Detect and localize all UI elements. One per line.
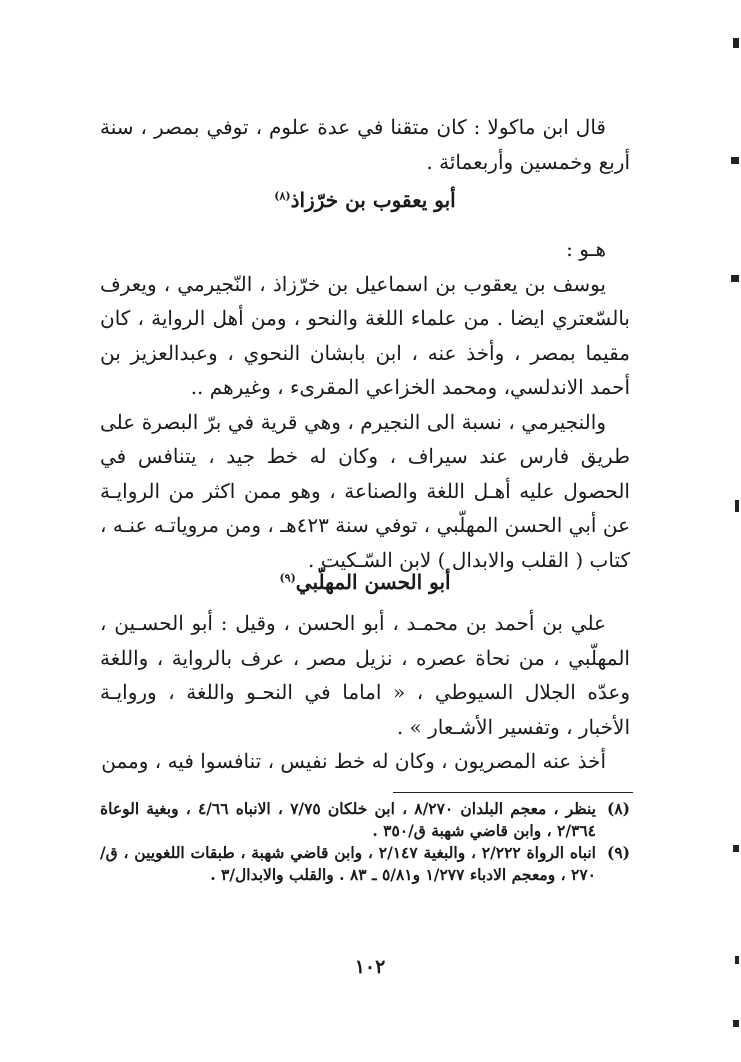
footnote-9-text: انباه الرواة ٢/٢٢٢ ، والبغية ٢/١٤٧ ، وابن قاضي شهبة ، طبقات اللغويين ، ق/٢٧٠ ، ومعجم الادباء ١/٢٧٧ و٥/٨١ ـ ٨٣ . والقلب والابدال/٣ . — [100, 843, 596, 884]
binding-mark-7 — [733, 1020, 739, 1027]
binding-mark-1 — [733, 38, 739, 48]
entry-heading-1 — [100, 188, 630, 212]
footnotes — [100, 798, 630, 886]
entry-2-paragraph-1: علي بن أحمد بن محمـد ، أبو الحسن ، وقيل : أبو الحسـين ، المهلّبي ، من نحاة عصره ، نزيل مصر ، عرف بالرواية ، واللغة وعدّه الجلال السيوطي ، « اماما في النحـو واللغة ، وروايـة الأخبار ، وتفسير الأشـعار » . — [100, 611, 630, 739]
intro-paragraph — [100, 110, 630, 179]
entry-1-paragraph-1: يوسف بن يعقوب بن اسماعيل بن خرّزاذ ، النّجيرمي ، ويعرف بالسّعتري ايضا . من علماء اللغة والنحو ، ومن أهل الرواية ، كان مقيما بمصر ، وأخذ عنه ، ابن بابشان النحوي ، وعبدالعزيز بن أحمد الاندلسي، ومحمد الخزاعي المقرىء ، وغيرهم .. — [100, 271, 630, 399]
entry-heading-2-text: أبو الحسن المهلّبي — [295, 570, 451, 594]
footnote-8 — [100, 798, 630, 842]
entry-body-1 — [100, 232, 630, 577]
entry-heading-2 — [100, 570, 630, 594]
entry-1-paragraph-2: والنجيرمي ، نسبة الى النجيرم ، وهي قرية في برّ البصرة على طريق فارس عند سيراف ، وكان له خط جيد ، يتنافس في الحصول عليه أهـل اللغة والصناعة ، وهو ممن اكثر من الروايـة عن أبي الحسن المهلّبي ، توفي سنة ٤٢٣هـ ، ومن مروياتـه عنـه ، كتاب ( القلب والابدال ) لابن السّـكيت . — [100, 409, 631, 572]
footnote-9 — [100, 842, 630, 886]
entry-heading-2-note: (٩) — [279, 571, 296, 585]
binding-mark-6 — [735, 956, 739, 964]
page-number: ١٠٢ — [354, 956, 386, 978]
footnote-divider — [393, 792, 633, 793]
binding-mark-2 — [731, 157, 739, 164]
footnote-9-number: (٩) — [606, 843, 630, 862]
footnote-8-text: ينظر ، معجم البلدان ٨/٢٧٠ ، ابن خلكان ٧/٧٥ ، الانباه ٤/٦٦ ، وبغية الوعاة ٢/٣٦٤ ، وابن قاضي شهبة ق/٣٥٠ . — [100, 799, 596, 840]
binding-mark-4 — [735, 500, 739, 512]
entry-heading-1-note: (٨) — [274, 189, 291, 203]
intro-text: قال ابن ماكولا : كان متقنا في عدة علوم ، توفي بمصر ، سنة أربع وخمسين وأربعمائة . — [100, 115, 630, 174]
entry-2-paragraph-2: أخذ عنه المصريون ، وكان له خط نفيس ، تنافسوا فيه ، وممن — [101, 749, 606, 773]
entry-heading-1-text: أبو يعقوب بن خرّزاذ — [290, 188, 456, 212]
entry-1-lead: هـو : — [566, 237, 606, 261]
footnote-8-number: (٨) — [606, 799, 630, 818]
binding-mark-3 — [731, 275, 739, 282]
binding-mark-5 — [733, 845, 739, 852]
entry-body-2 — [100, 606, 630, 779]
